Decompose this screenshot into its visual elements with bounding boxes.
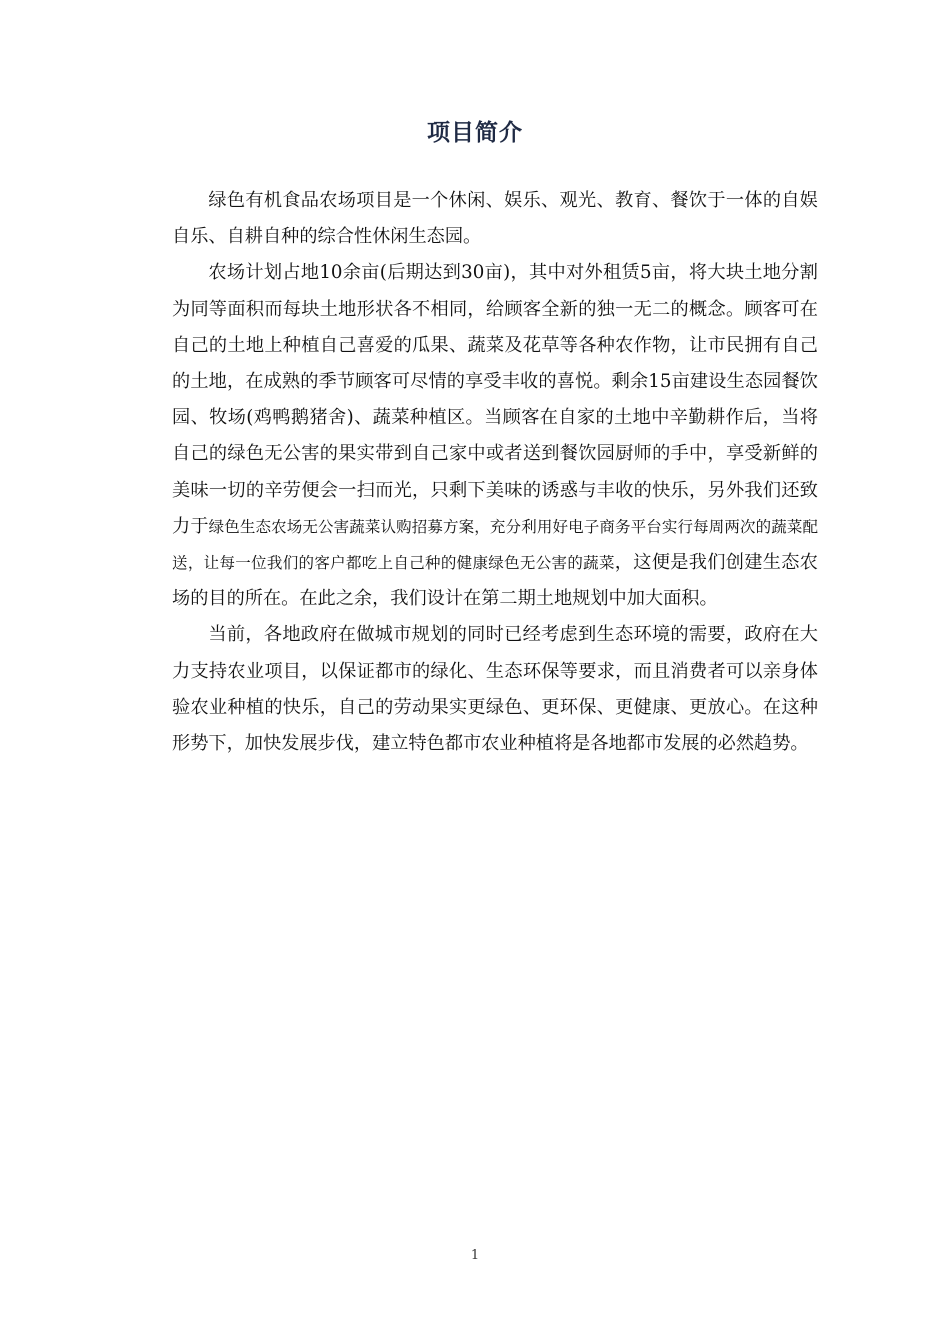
paragraph-farm-plan-end-text: ，这便是我们创建生态农场的目的所在。在此之余，我们设计在第二期土地规划中加大面积。 [172,552,818,610]
document-body [172,183,818,762]
paragraph-current-situation: 当前，各地政府在做城市规划的同时已经考虑到生态环境的需要，政府在大力支持农业项目，以保证都市的绿化、生态环保等要求，而且消费者可以亲身体验农业种植的快乐，自己的劳动果实更绿色、更环保、更健康、更放心。在这种形势下，加快发展步伐，建立特色都市农业种植将是各地都市发展的必然趋势。 [172,624,818,755]
paragraph-farm-plan [172,255,818,617]
paragraph-intro: 绿色有机食品农场项目是一个休闲、娱乐、观光、教育、餐饮于一体的自娱自乐、自耕自种的综合性休闲生态园。 [172,190,818,248]
paragraph-farm-plan-small-text: 绿色生态农场无公害蔬菜认购招募方案，充分利用好电子商务平台实行每周两次的蔬菜配送，让每一位我们的客户都吃上自己种的健康绿色无公害的蔬菜 [172,517,818,573]
paragraph-farm-plan-text: 农场计划占地10余亩(后期达到30亩)，其中对外租赁5亩，将大块土地分割为同等面积而每块土地形状各不相同，给顾客全新的独一无二的概念。顾客可在自己的土地上种植自己喜爱的瓜果、蔬菜及花草等各种农作物，让市民拥有自己的土地，在成熟的季节顾客可尽情的享受丰收的喜悦。剩余15亩建设生态园餐饮园、牧场(鸡鸭鹅猪舍)、蔬菜种植区。当顾客在自家的土地中辛勤耕作后，当将自己的绿色无公害的果实带到自己家中或者送到餐饮园厨师的手中，享受新鲜的美味一切的辛劳便会一扫而光，只剩下美味的诱惑与丰收的快乐，另外我们还致力于 [172,262,818,537]
page-title: 项目简介 [427,119,523,146]
page-number: 1 [470,1248,480,1263]
